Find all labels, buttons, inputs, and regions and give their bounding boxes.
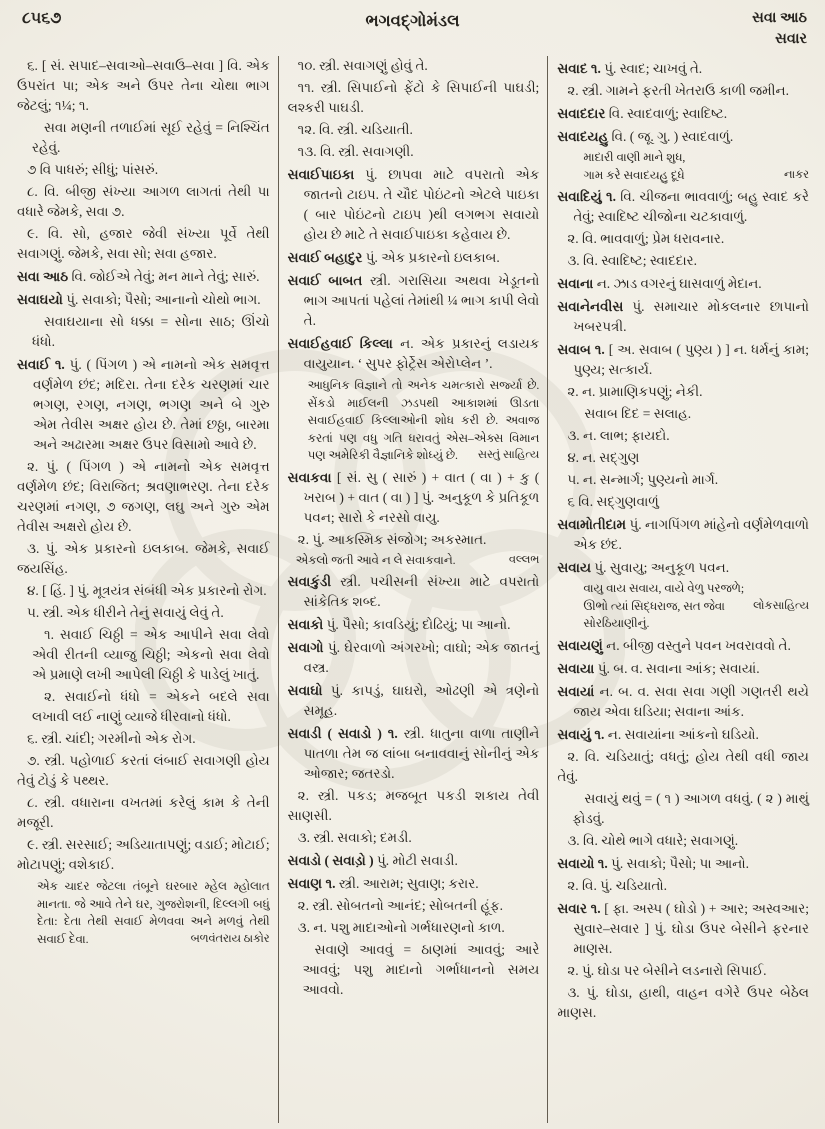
dictionary-paragraph: ૩. વિ. ચોથે ભાગે વધારે; સવાગણું.: [567, 832, 739, 848]
dictionary-paragraph: ૫. ન. સન્માર્ગ; પુણ્યનો માર્ગ.: [567, 472, 719, 487]
headword: સવાડો ( સવાડ઼ો ): [287, 853, 378, 868]
verse-line: માદારી વાણી માને શુધ,: [583, 150, 686, 164]
dictionary-paragraph: સવાબ દિદ = સલાહ.: [584, 406, 692, 421]
dictionary-paragraph: ૩. પું. એક પ્રકારનો ઇલકાબ. જેમકે, સવાઈ જયસિંહ.: [17, 541, 270, 576]
dictionary-paragraph: ૨. પું. આકસ્મિક સંજોગ; અકસ્માત.: [297, 531, 487, 547]
headword: સવાના: [557, 276, 597, 291]
headword: સવાગો: [287, 640, 328, 655]
column-3: [547, 56, 817, 1123]
dictionary-paragraph: ૨. સ્ત્રી. સોબતનો આનંદ; સોબતની હૂંફ.: [297, 898, 504, 913]
headword: સવાદિયું ૧.: [557, 189, 621, 204]
dictionary-paragraph: સવામોતીદામ પું. નાગપિંગળ માંહેનો વર્ણમેળવાળો એક છંદ.: [557, 517, 809, 552]
dictionary-paragraph: ૧૩. વિ. સ્ત્રી. સવાગણી.: [297, 144, 414, 159]
dictionary-paragraph: ૨. સ્ત્રી. પકડ; મજબૂત પકડી શકાય તેવી સાણસી.: [287, 788, 540, 823]
dictionary-paragraph: સવાનેનવીસ પું. સમાચાર મોકલનાર છાપાનો ખબરપત્રી.: [557, 299, 809, 334]
dictionary-paragraph: ૩. વિ. સ્વાદિષ્ટ; સ્વાદદાર.: [567, 253, 697, 268]
dictionary-paragraph: આધુનિક વિજ્ઞાને તો અનેક ચમત્કારો સર્જ્યા છે. સેંકડો માઈલની ઝડપથી આકાશમાં ઊડતા સવાઈહવાઈ કિલ્લાઓની શોધ કરી છે. અવાજ કરતાં પણ વધુ ગતિ ધરાવતું એસ–એક્સ વિમાન પણ અમેરિકી વૈજ્ઞાનિકે શોધ્યું છે. સસ્તું સાહિત્ય: [288, 377, 540, 465]
dictionary-paragraph: ૪. ન. સદ્ગુણ: [567, 450, 640, 465]
headword: સવાણ ૧.: [287, 876, 339, 891]
dictionary-paragraph: ૬. [ સં. સપાદ–સવાઓ–સવાઉ–સવા ] વિ. એક ઉપરાંત પા; એક અને ઉપર તેના ચોથા ભાગ જેટલું; ૧¼; ૧.: [17, 58, 270, 113]
headword: સવાકવા: [287, 469, 337, 485]
headword: સવાયો ૧.: [557, 855, 612, 871]
headword: સવાદ ૧.: [557, 61, 605, 76]
headword: સવાકુંડી: [287, 574, 341, 589]
headword: સવાઘો: [287, 683, 331, 698]
headword: સવાઈ બહાદુર: [287, 250, 366, 265]
citation-attribution: બળવંતરાય ઠાકોર: [190, 932, 270, 945]
dictionary-paragraph: સવાના ન. ઝાડ વગરનું ઘાસવાળું મેદાન.: [557, 276, 762, 291]
dictionary-paragraph: સવાબ ૧. [ અ. સવાબ ( પુણ્ય ) ] ન. ધર્મનું કામ; પુણ્ય; સત્કાર્ય.: [557, 342, 809, 377]
dictionary-paragraph: સવાદદાર વિ. સ્વાદવાળું; સ્વાદિષ્ટ.: [557, 106, 728, 121]
page-number: ૮૫૬૭: [22, 10, 62, 27]
catchwords: [752, 8, 807, 50]
dictionary-paragraph: સવાઈ બાબત સ્ત્રી. ગરાસિયા અથવા ખેડૂતનો ભાગ આપતાં પહેલાં તેમાંથી ¼ ભાગ કાપી લેવો તે.: [287, 273, 540, 328]
headword: સવાયા: [557, 660, 598, 676]
headword: સવાદદાર: [557, 106, 609, 121]
dictionary-paragraph: ૬. સ્ત્રી. ચાંદી; ગરમીનો એક રોગ.: [27, 731, 196, 746]
headword: સવાઈપાઇકા: [287, 167, 366, 182]
dictionary-paragraph: ૭. સ્ત્રી. પહોળાઈ કરતાં લંબાઈ સવાગણી હોય તેવું ટોડું કે પથ્થર.: [17, 753, 270, 788]
dictionary-paragraph: સવાગો પું. ઘેરવાળો અંગરખો; વાઘો; એક જાતનું વસ્ત્ર.: [287, 640, 540, 675]
headword: સવાઈહવાઈ કિલ્લા: [287, 336, 401, 351]
headword: સવાકો: [287, 617, 327, 632]
headword: સવાઈ ૧.: [17, 357, 70, 372]
dictionary-paragraph: ૧. સવાઈ ચિઠ્ઠી = એક આપીને સવા લેવો એવી રીતની વ્યાજુ ચિઠ્ઠી; એકનો સવા લેવો એ પ્રમાણે લખી આપેલી ચિઠ્ઠી કે પાડેલું ખાતું.: [32, 627, 270, 682]
dictionary-paragraph: ૬ વિ. સદ્ગુણવાળું: [567, 494, 659, 509]
dictionary-paragraph: ૨. ન. પ્રામાણિકપણું; નેકી.: [567, 384, 703, 399]
dictionary-paragraph: સવાદિયું ૧. વિ. ચીજના ભાવવાળું; બહુ સ્વાદ કરે તેવું; સ્વાદિષ્ટ ચીજોના ચટકાવાળું.: [557, 189, 809, 224]
headword: સવાદયહુ: [557, 129, 612, 144]
column-2: [278, 56, 548, 1123]
dictionary-paragraph: ૭ વિ પાધરું; સીધું; પાંસરું.: [27, 162, 159, 177]
dictionary-paragraph: [557, 580, 809, 633]
dictionary-paragraph: સવાડો ( સવાડ઼ો ) પું. મોટી સવાડી.: [287, 853, 458, 868]
dictionary-paragraph: સવાકુંડી સ્ત્રી. પચીસની સંખ્યા માટે વપરાતો સાંકેતિક શબ્દ.: [287, 574, 540, 609]
dictionary-paragraph: સવા આઠ વિ. જોઈએ તેવું; મન માને તેવું; સારું.: [17, 269, 260, 284]
headword: સવાય: [557, 560, 595, 575]
headword: સવાઘયો: [17, 292, 67, 307]
dictionary-paragraph: સવાઘયો પું. સવાકો; પૈસો; આનાનો ચોથો ભાગ.: [17, 292, 261, 307]
dictionary-paragraph: સવા મણની તળાઈમાં સૂઈ રહેવું = નિશ્ચિંત રહેવું.: [32, 120, 270, 155]
text-columns: [8, 56, 817, 1123]
dictionary-paragraph: સવાયાં ન. બ. વ. સવા સવા ગણી ગણતરી થયે જાય એવા ઘડિયા; સવાના આંક.: [557, 683, 809, 719]
dictionary-paragraph: સવાઘયાના સો ધક્કા = સોના સાઠ; ઊંચો ધંધો.: [32, 314, 270, 349]
dictionary-paragraph: સવાઈપાઇકા પું. છાપવા માટે વપરાતો એક જાતનો ટાઇપ. તે ચૌદ પોઇંટનો એટલે પાઇકા ( બાર પોઇંટનો ટાઇપ )થી લગભગ સવાયો હોય છે માટે તે સવાઈપાઇકા કહેવાય છે.: [287, 167, 540, 242]
dictionary-paragraph: સવાકો પું. પૈસો; કાવડિયું; દોઢિયું; પા આનો.: [287, 617, 511, 632]
page-header: [0, 0, 825, 54]
dictionary-paragraph: સવાયણું ન. બીજી વસ્તુને પવન ખવરાવવો તે.: [557, 637, 791, 653]
dictionary-paragraph: ૮. સ્ત્રી. વધારાના વખતમાં કરેલું કામ કે તેની મજૂરી.: [17, 795, 270, 830]
dictionary-paragraph: ૯. સ્ત્રી. સરસાઈ; અડિયાતાપણું; વડાઈ; મોટાઈ; મોટાપણું; વશેકાઈ.: [17, 837, 270, 872]
dictionary-paragraph: સવાર ૧. [ ફા. અસ્પ ( ઘોડો ) + આર; અસ્વઆર; સુવાર–સવાર ] પું. ઘોડા ઉપર બેસીને ફરનાર માણસ.: [557, 900, 809, 956]
column-1: [8, 56, 278, 1123]
dictionary-paragraph: ૨. પું. ઘોડા પર બેસીને લડનારો સિપાઈ.: [567, 962, 767, 978]
headword: સવાઈ બાબત: [287, 273, 371, 288]
dictionary-paragraph: સવાઘો પું. કાપડું, ઘાઘરો, ઓઢણી એ ત્રણેનો સમૂહ.: [287, 683, 540, 718]
headword: સવાડી ( સવાડો ) ૧.: [287, 726, 404, 741]
citation-attribution: નાકર: [783, 168, 809, 181]
dictionary-paragraph: સવાદ ૧. પું. સ્વાદ; ચાખવું તે.: [557, 61, 703, 76]
dictionary-paragraph: સવાયું થવું = ( ૧ ) આગળ વધવું. ( ૨ ) માથું ફોડવું.: [572, 790, 809, 826]
dictionary-paragraph: સવાણે આવવું = ઠાણમાં આવવું; આરે આવવું; પશુ માદાનો ગર્ભાધાનનો સમય આવવો.: [302, 942, 540, 997]
dictionary-paragraph: સવાણ ૧. સ્ત્રી. આરામ; સુવાણ; કરાર.: [287, 876, 479, 891]
dictionary-paragraph: ૩. ન. લાભ; ફાયદો.: [567, 428, 670, 443]
dictionary-paragraph: સવાદયહુ વિ. ( જૂ. ગુ. ) સ્વાદવાળું.: [557, 129, 734, 144]
dictionary-paragraph: સવાય પું. સુવાયુ; અનુકૂળ પવન.: [557, 560, 730, 575]
dictionary-paragraph: સવાઈહવાઈ કિલ્લા ન. એક પ્રકારનું લડાયક વાયુયાન. ‘ સુપર ફોર્ટ્રેસ એરોપ્લેન ’.: [287, 336, 540, 371]
headword: સવાનેનવીસ: [557, 299, 633, 314]
dictionary-paragraph: ૨. પું. ( પિંગળ ) એ નામનો એક સમવૃત્ત વર્ણમેળ છંદ; વિરાજિત; શ્રવણાભરણ. તેના દરેક ચરણમાં નગણ, ૭ જગણ, લઘુ અને ગુરુ એમ તેવીસ અક્ષરો હોય છે.: [17, 459, 270, 534]
book-title: ભગવદ્ગોમંડલ: [365, 11, 460, 30]
citation-attribution: સસ્તું સાહિત્ય: [477, 449, 540, 461]
headword: સવાયણું: [557, 637, 607, 653]
dictionary-paragraph: ૧૨. વિ. સ્ત્રી. ચડિયાતી.: [297, 122, 413, 137]
dictionary-paragraph: [557, 149, 809, 184]
dictionary-paragraph: સવાઈ ૧. પું. ( પિંગળ ) એ નામનો એક સમવૃત્ત વર્ણમેળ છંદ; મદિરા. તેના દરેક ચરણમાં ચાર ભગણ, રગણ, નગણ, ભગણ અને બે ગુરુ એમ તેવીસ અક્ષર હોય છે. તેમાં છઠ્ઠા, બારમા અને અઢારમા અક્ષર ઉપર વિસામો આવે છે.: [17, 357, 270, 452]
dictionary-paragraph: ૧૧. સ્ત્રી. સિપાઈનો ફેંટો કે સિપાઈની પાઘડી; લશ્કરી પાઘડી.: [287, 80, 540, 115]
dictionary-paragraph: ૩. ન. પશુ માદાઓનો ગર્ભધારણનો કાળ.: [297, 920, 505, 935]
catchword-bottom: સવાર: [775, 31, 807, 47]
headword: સવાયાં: [557, 683, 600, 699]
catchword-top: સવા આઠ: [752, 10, 807, 26]
dictionary-paragraph: સવાકવા [ સં. સુ ( સારું ) + વાત ( વા ) + કુ ( ખરાબ ) + વાત ( વા ) ] પું. અનુકૂળ કે પ્રતિકૂળ પવન; સારો કે નરસો વાયુ.: [287, 469, 540, 525]
dictionary-paragraph: એક ચાદર જેટલા તંબૂને ઘરબાર મ્હેલ મ્હોલાત માનતા. જે આવે તેને ઘર, ગુજરોશની, દિલ્લગી બધું દેતા: દેતા તેથી સવાઈ મેળવવા અને મળવું તેથી સવાઈ દેવા. બળવંતરાય ઠાકોર: [17, 878, 270, 948]
dictionary-paragraph: ૫. સ્ત્રી. એક ધીરીને તેનું સવાયું લેવું તે.: [27, 605, 224, 620]
headword: સવાબ ૧.: [557, 342, 609, 357]
dictionary-paragraph: ૧૦. સ્ત્રી. સવાગણું હોવું તે.: [297, 58, 428, 73]
dictionary-paragraph: સવાઈ બહાદુર પું. એક પ્રકારનો ઇલકાબ.: [287, 250, 500, 265]
dictionary-paragraph: ૯. વિ. સો, હજાર જેવી સંખ્યા પૂર્વે તેથી સવાગણું. જેમકે, સવા સો; સવા હજાર.: [17, 226, 270, 261]
headword: સવામોતીદામ: [557, 517, 630, 532]
citation-attribution: લોકસાહિત્ય: [753, 599, 809, 612]
dictionary-paragraph: ૩. સ્ત્રી. સવાકો; દમડી.: [297, 830, 412, 845]
dictionary-paragraph: સવાડી ( સવાડો ) ૧. સ્ત્રી. ધાતુના વાળા તાણીને પાતળા તેમ જ લાંબા બનાવવાનું સોનીનું એક ઓજાર; જતરડો.: [287, 726, 540, 781]
dictionary-paragraph: ૨. સ્ત્રી. ગામને ફરતી ખેતરાઉ કાળી જમીન.: [567, 83, 789, 98]
headword: સવા આઠ: [17, 269, 72, 284]
dictionary-paragraph: ૨. વિ. ભાવવાળું; પ્રેમ ધરાવનાર.: [567, 231, 725, 246]
dictionary-paragraph: ૨. વિ. ચડિયાતું; વધતું; હોય તેથી વધી જાય તેવું.: [557, 748, 809, 784]
dictionary-paragraph: સવાયા પું. બ. વ. સવાના આંક; સવાયાં.: [557, 660, 760, 676]
dictionary-paragraph: એકલો જતી આવે ન લે સવાકવાને. વલ્લભ: [288, 552, 540, 570]
headword: સવાર ૧.: [557, 900, 605, 916]
dictionary-paragraph: સવાયો ૧. પું. સવાકો; પૈસો; પા આનો.: [557, 855, 749, 871]
dictionary-paragraph: ૮. વિ. બીજી સંખ્યા આગળ લાગતાં તેથી પા વધારે જેમકે, સવા ૭.: [17, 184, 270, 219]
verse-line: વાયુ વાય સવાય, વાયે વેળુ પરજળે;: [583, 581, 745, 595]
verse-line: લોકસાહિત્ય ઊભો ત્યાં સિદ્ધરાજ, સત જેવા સોરઠિયાણીનું.: [583, 598, 809, 630]
dictionary-paragraph: ૩. પું. ઘોડા, હાથી, વાહન વગેરે ઉપર બેઠેલ માણસ.: [557, 984, 809, 1020]
headword: સવાયું ૧.: [557, 726, 608, 742]
dictionary-paragraph: ૨. વિ. પું. ચડિયાતો.: [567, 877, 668, 893]
dictionary-paragraph: સવાયું ૧. ન. સવાયાંના આંકનો ઘડિયો.: [557, 726, 759, 742]
dictionary-paragraph: ૨. સવાઈનો ધંધો = એકને બદલે સવા લખાવી લઈ નાણું વ્યાજે ધીરવાનો ધંધો.: [32, 689, 270, 724]
dictionary-paragraph: ૪. [ હિં. ] પું. મૂત્રયંત્ર સંબંધી એક પ્રકારનો રોગ.: [27, 583, 267, 598]
verse-line: નાકર ગામ કરે સવાદયહુ દૂધે: [583, 167, 809, 185]
citation-attribution: વલ્લભ: [508, 553, 540, 566]
